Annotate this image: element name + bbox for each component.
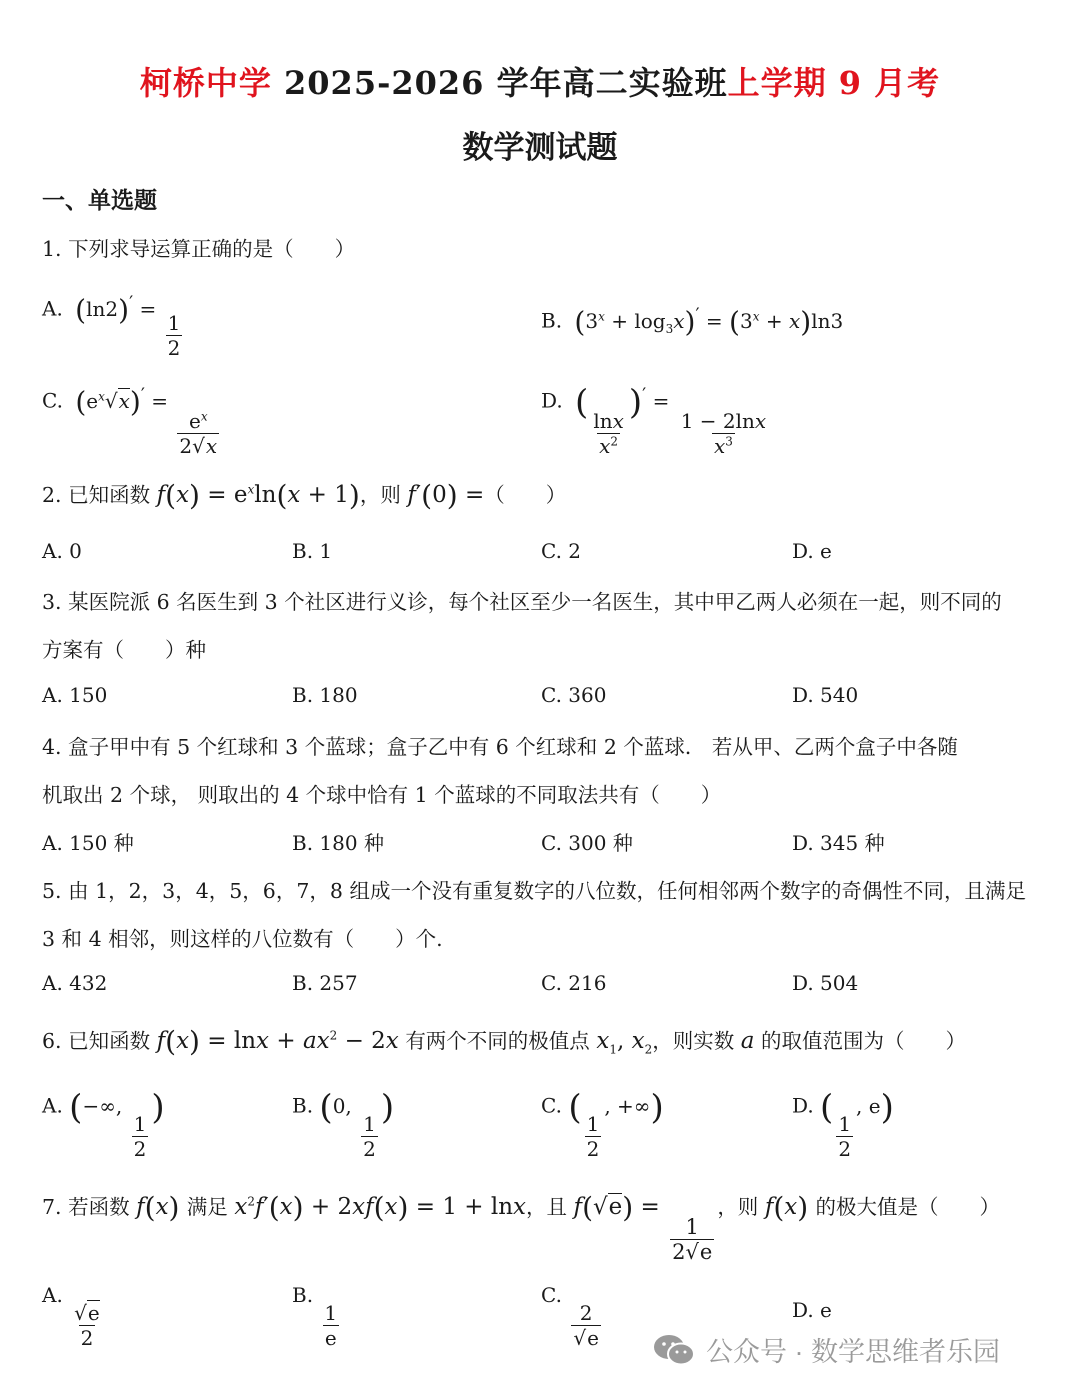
option-label: B. [292, 1283, 314, 1307]
question-7-stem-part: 7. 若函数 [42, 1195, 130, 1219]
section-heading: 一、单选题 [42, 187, 157, 214]
question-5-line-2: 3 和 4 相邻，则这样的八位数有（ ）个. [42, 927, 443, 951]
question-6-option-b: B. (0, $\frac{1}{2}$ ) [292, 1087, 395, 1161]
question-7-option-d: D. e [792, 1298, 832, 1322]
question-2-option-d: D. e [792, 539, 832, 563]
option-label: B. [541, 308, 563, 333]
question-3-option-c: C. 360 [541, 683, 607, 707]
question-4-option-d: D. 345 种 [792, 831, 885, 855]
watermark-text: 公众号 · 数学思维者乐园 [706, 1337, 1000, 1367]
wechat-icon [652, 1333, 696, 1367]
question-3-line-1: 3. 某医院派 6 名医生到 3 个社区进行义诊，每个社区至少一名医生，其中甲乙两人必须在一起，则不同的 [42, 590, 1002, 614]
question-1-option-d: D. ( $\frac{\ln x}{x^2}$ )′ = $\frac{1 - 2\ln x}{x^3}$ [541, 382, 767, 458]
exam-subtitle: 数学测试题 [462, 130, 618, 166]
question-7-stem-part: 的极大值是（ ） [815, 1195, 1001, 1219]
option-label: C. [541, 1283, 562, 1307]
question-4-line-1: 4. 盒子甲中有 5 个红球和 3 个蓝球；盒子乙中有 6 个红球和 2 个蓝球． 若从甲、乙两个盒子中各随 [42, 735, 958, 759]
question-7-option-a: A. $\frac{√e}{2}$ [42, 1283, 100, 1350]
question-7-stem: 7. 若函数 f(x) 满足 $x^2f'(x) + 2xf(x) = 1 + \ln x$，且 f(√e) = $\frac{1}{2√e}$ ，则 f(x) 的极大值是（ ） [42, 1191, 1001, 1265]
question-5-option-b: B. 257 [292, 971, 358, 995]
question-1-option-c: C. $(e^x√x)'$ = $\frac{e^x}{2√x}$ [42, 384, 218, 458]
question-2-option-a: A. 0 [42, 539, 82, 563]
question-5-line-1: 5. 由 1，2，3，4，5，6，7，8 组成一个没有重复数字的八位数，任何相邻两个数字的奇偶性不同，且满足 [42, 879, 1026, 903]
watermark [652, 1330, 1000, 1369]
question-6-option-c: C. ( $\frac{1}{2}$ , +∞) [541, 1087, 664, 1161]
question-2-stem-part: （ ） [484, 483, 567, 507]
question-5-option-c: C. 216 [541, 971, 607, 995]
question-2-option-c: C. 2 [541, 539, 582, 563]
question-2-stem-part: 2. 已知函数 [42, 483, 151, 507]
question-2-stem: 2. 已知函数 $f(x) = e^x\ln(x + 1)$，则 f′(0) =（ ） [42, 479, 567, 512]
option-label: A. [42, 1093, 63, 1118]
question-4-option-c: C. 300 种 [541, 831, 633, 855]
question-1-option-b: B. $(3^x + \log_3x)' = (3^x + x)\ln 3$ [541, 304, 844, 339]
question-6-stem-part: 有两个不同的极值点 [405, 1029, 590, 1053]
question-6-stem-part: 的取值范围为（ ） [761, 1029, 966, 1053]
option-label: A. [42, 1283, 63, 1307]
question-7-stem-part: 满足 [186, 1195, 228, 1219]
option-label: D. [792, 1093, 814, 1118]
question-6-option-d: D. ( $\frac{1}{2}$ , e) [792, 1087, 894, 1161]
title-years: 2025-2026 学年高二实验班 [271, 64, 728, 102]
question-4-option-a: A. 150 种 [42, 831, 134, 855]
question-4-option-b: B. 180 种 [292, 831, 384, 855]
question-6-stem-part: ，则实数 [652, 1029, 735, 1053]
question-5-option-d: D. 504 [792, 971, 859, 995]
option-label: D. [541, 388, 563, 413]
exam-title [0, 58, 1080, 104]
question-3-line-2: 方案有（ ）种 [42, 638, 206, 662]
question-7-option-c: C. $\frac{2}{√e}$ [541, 1283, 599, 1350]
question-3-option-a: A. 150 [42, 683, 108, 707]
question-5-option-a: A. 432 [42, 971, 108, 995]
option-label: A. [42, 296, 63, 321]
title-school: 柯桥中学 [139, 64, 272, 102]
question-4-line-2: 机取出 2 个球， 则取出的 4 个球中恰有 1 个蓝球的不同取法共有（ ） [42, 783, 722, 807]
question-3-option-d: D. 540 [792, 683, 859, 707]
option-label: C. [541, 1093, 562, 1118]
option-label: B. [292, 1093, 314, 1118]
question-1-stem: 1. 下列求导运算正确的是（ ） [42, 237, 356, 261]
question-1-option-a: A. (ln2)′ = $\frac{1}{2}$ [42, 292, 181, 360]
question-7-option-b: B. $\frac{1}{e}$ [292, 1283, 338, 1350]
question-6-stem: 6. 已知函数 $f(x) = \ln x + ax^2 - 2x$ 有两个不同的极值点 $x_1$, $x_2$，则实数 a 的取值范围为（ ） [42, 1025, 966, 1058]
question-7-stem-part: ，且 [526, 1195, 568, 1219]
question-2-stem-part: ，则 [359, 483, 401, 507]
question-7-stem-part: ，则 [717, 1195, 759, 1219]
question-6-option-a: A. (−∞, $\frac{1}{2}$ ) [42, 1087, 165, 1161]
question-3-option-b: B. 180 [292, 683, 358, 707]
title-term: 上学期 9 月考 [727, 64, 941, 102]
question-6-stem-part: 6. 已知函数 [42, 1029, 151, 1053]
question-2-option-b: B. 1 [292, 539, 333, 563]
option-label: C. [42, 388, 63, 413]
